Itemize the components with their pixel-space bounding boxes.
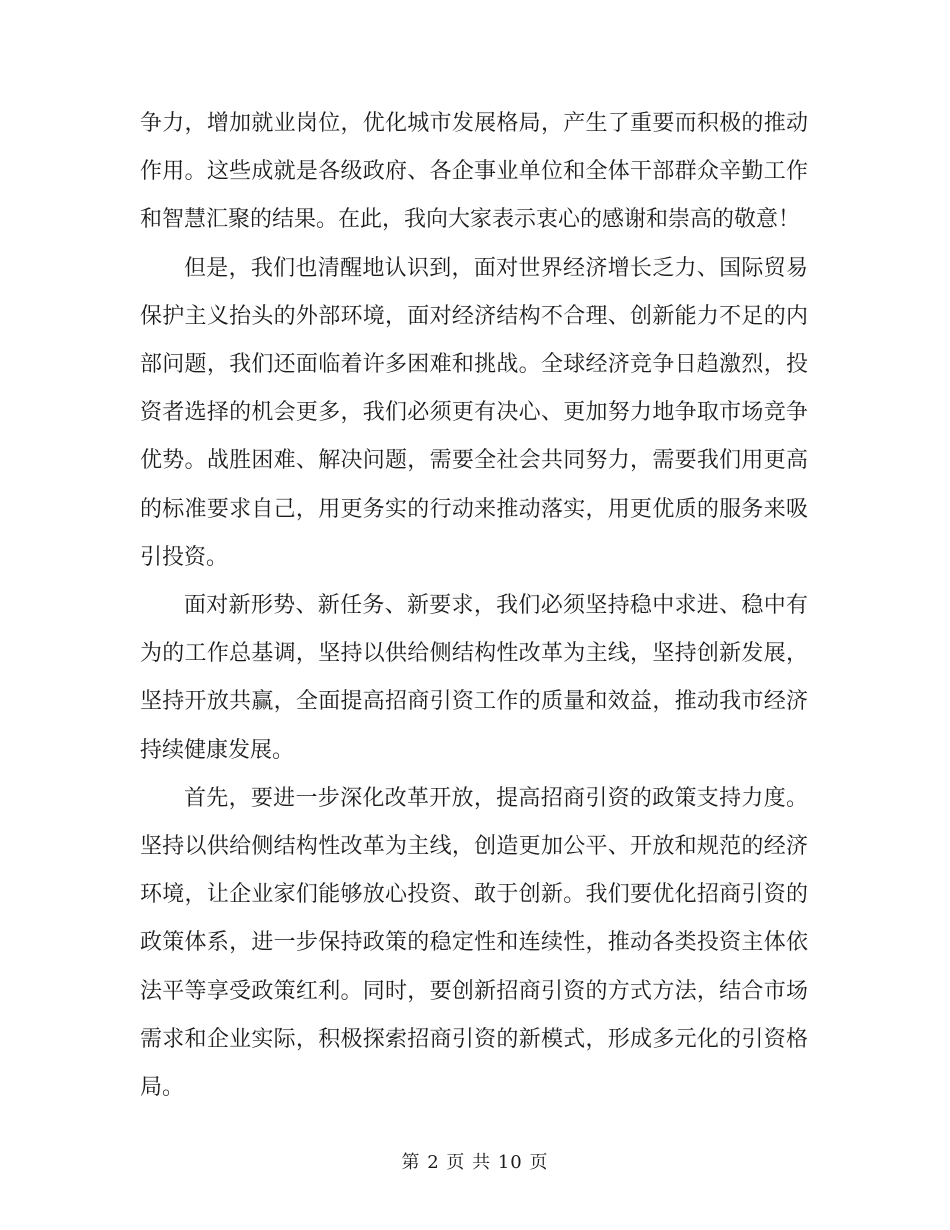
text-line: 和智慧汇聚的结果。在此，我向大家表示衷心的感谢和崇高的敬意！ [140,207,801,233]
text-line: 需求和企业实际，积极探索招商引资的新模式，形成多元化的引资格 [140,1026,808,1052]
text-line: 坚持以供给侧结构性改革为主线，创造更加公平、开放和规范的经济 [140,834,808,860]
text-line: 的标准要求自己，用更务实的行动来推动落实，用更优质的服务来吸 [140,496,808,522]
text-line: 首先，要进一步深化改革开放，提高招商引资的政策支持力度。 [184,785,808,811]
text-line: 优势。战胜困难、解决问题，需要全社会共同努力，需要我们用更高 [140,448,808,474]
paragraph-1 [140,100,808,245]
text-line: 面对新形势、新任务、新要求，我们必须坚持稳中求进、稳中有 [184,593,808,619]
document-body [140,100,808,1112]
paragraph-4 [140,775,808,1112]
text-line: 争力，增加就业岗位，优化城市发展格局，产生了重要而积极的推动 [140,111,808,136]
text-line: 作用。这些成就是各级政府、各企事业单位和全体干部群众辛勤工作 [140,159,808,185]
text-line: 政策体系，进一步保持政策的稳定性和连续性，推动各类投资主体依 [140,930,808,956]
text-line: 局。 [140,1075,185,1101]
text-line: 环境，让企业家们能够放心投资、敢于创新。我们要优化招商引资的 [140,882,808,908]
text-line: 持续健康发展。 [140,737,295,763]
text-line: 资者选择的机会更多，我们必须更有决心、更加努力地争取市场竞争 [140,400,808,426]
text-line: 保护主义抬头的外部环境，面对经济结构不合理、创新能力不足的内 [140,303,808,329]
text-line: 法平等享受政策红利。同时，要创新招商引资的方式方法，结合市场 [140,978,808,1004]
paragraph-3 [140,582,808,775]
text-line: 引投资。 [140,544,229,570]
text-line: 坚持开放共赢，全面提高招商引资工作的质量和效益，推动我市经济 [140,689,808,715]
text-line: 部问题，我们还面临着许多困难和挑战。全球经济竞争日趋激烈，投 [140,352,808,378]
text-line: 为的工作总基调，坚持以供给侧结构性改革为主线，坚持创新发展， [140,641,808,667]
page-number-footer: 第 2 页 共 10 页 [401,1152,549,1173]
paragraph-2 [140,245,808,582]
text-line: 但是，我们也清醒地认识到，面对世界经济增长乏力、国际贸易 [184,255,808,281]
